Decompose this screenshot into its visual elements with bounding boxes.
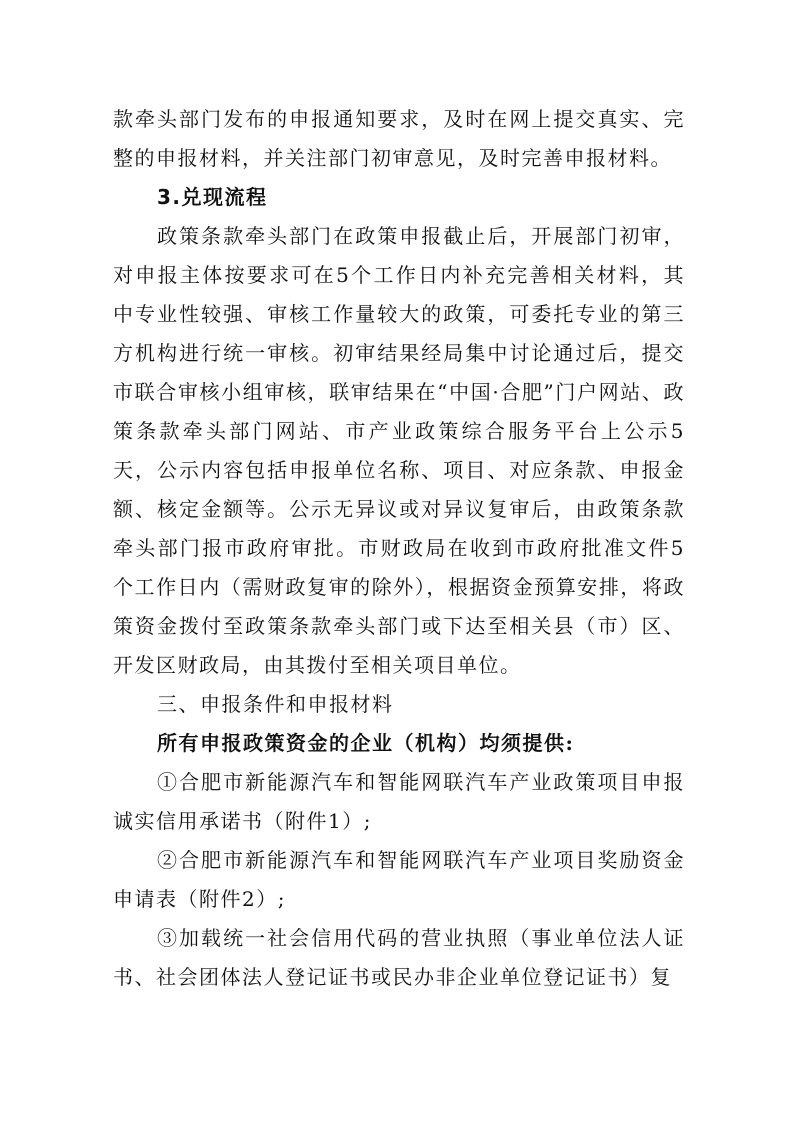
- document-body: [113, 100, 685, 997]
- list-item-3: ③加载统一社会信用代码的营业执照（事业单位法人证书、社会团体法人登记证书或民办非企业单位登记证书）复: [113, 926, 685, 989]
- list-item-2: ②合肥市新能源汽车和智能网联汽车产业项目奖励资金申请表（附件2）;: [113, 848, 685, 911]
- paragraph-requirements-intro: 所有申报政策资金的企业（机构）均须提供:: [157, 731, 575, 755]
- list-item-1: ①合肥市新能源汽车和智能网联汽车产业政策项目申报诚实信用承诺书（附件1）;: [113, 770, 685, 833]
- paragraph-process: 政策条款牵头部门在政策申报截止后，开展部门初审，对申报主体按要求可在5个工作日内补充完善相关材料，其中专业性较强、审核工作量较大的政策，可委托专业的第三方机构进行统一审核。初审结果经局集中讨论通过后，提交市联合审核小组审核，联审结果在“中国·合肥”门户网站、政策条款牵头部门网站、市产业政策综合服务平台上公示5天，公示内容包括申报单位名称、项目、对应条款、申报金额、核定金额等。公示无异议或对异议复审后，由政策条款牵头部门报市政府审批。市财政局在收到市政府批准文件5个工作日内（需财政复审的除外），根据资金预算安排，将政策资金拨付至政策条款牵头部门或下达至相关县（市）区、开发区财政局，由其拨付至相关项目单位。: [113, 224, 685, 677]
- subheading-redemption-process: 3.兑现流程: [157, 185, 268, 209]
- section-heading-conditions: 三、申报条件和申报材料: [157, 692, 394, 716]
- paragraph-continuation: 款牵头部门发布的申报通知要求，及时在网上提交真实、完整的申报材料，并关注部门初审意见，及时完善申报材料。: [113, 107, 685, 170]
